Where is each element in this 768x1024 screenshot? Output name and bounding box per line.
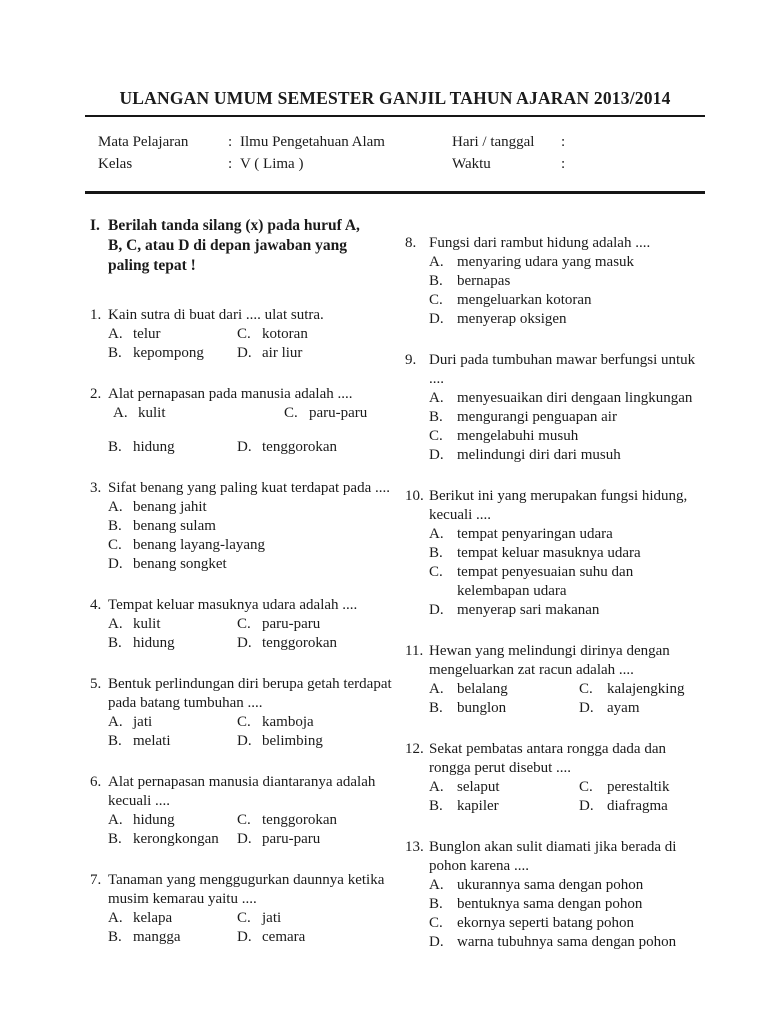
option-letter: C. [237,714,251,730]
question [405,351,705,465]
meta-row-class [98,153,705,175]
option-text: paru-paru [309,405,368,421]
question [90,479,392,574]
question-number: 9. [405,352,417,368]
class-label: Kelas [98,156,133,172]
option-letter: B. [429,409,443,425]
option [108,325,237,344]
option [429,601,705,620]
option-text: jati [262,910,282,926]
column-left [90,216,392,974]
day-label: Hari / tanggal [452,134,535,150]
option-text: bunglon [457,700,507,716]
option [113,404,237,423]
option [429,389,705,408]
option [237,634,392,653]
option-letter: D. [237,929,252,945]
question-body [429,740,705,816]
option-text: tenggorokan [262,635,337,651]
question-number: 2. [90,386,102,402]
option [429,427,705,446]
question-text: Alat pernapasan pada manusia adalah .... [108,386,353,402]
option-text: air liur [262,345,303,361]
option-letter: D. [429,602,444,618]
section-instruction [90,216,392,276]
option-letter: D. [429,311,444,327]
options [108,615,392,653]
option-text: paru-paru [262,831,321,847]
question-body [429,234,705,329]
option-letter: D. [237,635,252,651]
option-text: warna tubuhnya sama dengan pohon [457,934,677,950]
option [429,544,705,563]
option [108,498,392,517]
option-text: ukurannya sama dengan pohon [457,877,644,893]
question [405,740,705,816]
question-text: Tanaman yang menggugurkan daunnya ketika musim kemarau yaitu .... [108,872,385,907]
time-label: Waktu [452,156,491,172]
option-text: menyaring udara yang masuk [457,254,635,270]
question-number: 1. [90,307,102,323]
option [108,344,237,363]
question-number: 4. [90,597,102,613]
option-text: kalajengking [607,681,685,697]
option [429,876,705,895]
option [429,525,705,544]
option-text: telur [133,326,161,342]
question [90,306,392,363]
option-letter: C. [237,910,251,926]
option [429,253,705,272]
option [237,909,392,928]
question-body [108,773,392,849]
option-text: bernapas [457,273,511,289]
question [90,385,392,457]
option-text: kulit [138,405,166,421]
option [237,438,392,457]
question-text: Berikut ini yang merupakan fungsi hidung, kecuali .... [429,488,688,523]
question [405,234,705,329]
option [237,732,392,751]
option [237,344,392,363]
options [429,680,705,718]
option-letter: C. [429,428,443,444]
question [405,642,705,718]
question-number: 8. [405,235,417,251]
question-text: Hewan yang melindungi dirinya dengan mengeluarkan zat racun adalah .... [429,643,670,678]
options [108,713,392,751]
option-letter: B. [108,635,122,651]
option-text: belalang [457,681,508,697]
option [579,680,705,699]
question [90,675,392,751]
options [108,909,392,947]
question-text: Duri pada tumbuhan mawar berfungsi untuk .... [429,352,696,387]
option-letter: A. [108,910,123,926]
option-letter: A. [108,499,123,515]
option-text: selaput [457,779,500,795]
class-colon: : [228,156,233,172]
option [108,811,237,830]
question-text: Alat pernapasan manusia diantaranya adalah kecuali .... [108,774,376,809]
option [429,446,705,465]
option-letter: B. [108,518,122,534]
option-text: kelapa [133,910,173,926]
option-letter: D. [579,798,594,814]
options [429,389,705,465]
options [108,404,392,457]
question-text: Bentuk perlindungan diri berupa getah terdapat pada batang tumbuhan .... [108,676,392,711]
subject-label: Mata Pelajaran [98,134,189,150]
option-letter: A. [429,877,444,893]
option [429,272,705,291]
option-letter: A. [108,326,123,342]
option-text: mengeluarkan kotoran [457,292,592,308]
option-letter: A. [429,526,444,542]
question-text: Sekat pembatas antara rongga dada dan rongga perut disebut .... [429,741,666,776]
option [429,310,705,329]
option-text: menyesuaikan diri dengaan lingkungan [457,390,693,406]
question-number: 7. [90,872,102,888]
question-text: Kain sutra di buat dari .... ulat sutra. [108,307,324,323]
option [579,778,705,797]
meta-row-subject [98,131,705,153]
option-letter: B. [108,345,122,361]
option [237,928,392,947]
page-content [85,88,705,974]
option-text: kapiler [457,798,499,814]
question-body [429,487,705,620]
question-text: Sifat benang yang paling kuat terdapat pada .... [108,480,390,496]
option-letter: C. [284,405,298,421]
option-text: diafragma [607,798,668,814]
question-number: 12. [405,741,424,757]
option [579,797,705,816]
option-letter: D. [579,700,594,716]
question-text: Bunglon akan sulit diamati jika berada di pohon karena .... [429,839,677,874]
option-letter: C. [237,616,251,632]
option-text: kamboja [262,714,314,730]
option-text: kotoran [262,326,308,342]
question [90,773,392,849]
option-letter: A. [113,405,128,421]
question-body [429,642,705,718]
option-letter: B. [108,733,122,749]
option-text: mengurangi penguapan air [457,409,617,425]
option [284,404,392,423]
option-letter: C. [108,537,122,553]
option-letter: A. [429,254,444,270]
question-number: 5. [90,676,102,692]
option-text: tenggorokan [262,439,337,455]
section-instruction-body [108,216,392,276]
option-text: paru-paru [262,616,321,632]
option-text: ayam [607,700,640,716]
option-letter: A. [429,779,444,795]
option-text: belimbing [262,733,323,749]
question-number: 10. [405,488,424,504]
option-text: mengelabuhi musuh [457,428,579,444]
class-value: V ( Lima ) [240,156,304,172]
option-letter: A. [429,681,444,697]
option [108,909,237,928]
options [108,811,392,849]
question-number: 6. [90,774,102,790]
option [429,797,579,816]
instruction-line: Berilah tanda silang (x) pada huruf A, [108,217,360,234]
option-letter: B. [429,896,443,912]
option-text: hidung [133,635,175,651]
option-letter: D. [237,345,252,361]
option-letter: B. [108,929,122,945]
option-text: tenggorokan [262,812,337,828]
option-letter: C. [237,812,251,828]
question-text: Fungsi dari rambut hidung adalah .... [429,235,651,251]
option-text: benang sulam [133,518,216,534]
option-text: kerongkongan [133,831,219,847]
option-letter: C. [579,779,593,795]
options [429,778,705,816]
option-text: benang jahit [133,499,207,515]
option-text: tempat penyaringan udara [457,526,613,542]
option-text: jati [133,714,153,730]
instruction-line: paling tepat ! [108,257,196,274]
option-text: tempat penyesuaian suhu dan kelembapan udara [457,564,634,599]
option [108,928,237,947]
question [90,596,392,653]
options [429,525,705,620]
option-letter: B. [429,700,443,716]
option [108,536,392,555]
option [237,713,392,732]
question-number: 13. [405,839,424,855]
option-letter: A. [108,616,123,632]
option-text: ekornya seperti batang pohon [457,915,635,931]
option-text: tempat keluar masuknya udara [457,545,641,561]
option [237,325,392,344]
option-letter: D. [237,831,252,847]
option-letter: A. [108,812,123,828]
option [108,713,237,732]
option-text: melindungi diri dari musuh [457,447,621,463]
option [429,291,705,310]
option-text: menyerap sari makanan [457,602,600,618]
option-letter: D. [108,556,123,572]
option [108,634,237,653]
option-text: kulit [133,616,161,632]
option-letter: B. [429,273,443,289]
option-letter: B. [108,831,122,847]
option [429,680,579,699]
question-columns [85,216,705,974]
option-text: cemara [262,929,306,945]
question-body [108,871,392,947]
option [108,830,237,849]
subject-colon: : [228,134,233,150]
instruction-line: B, C, atau D di depan jawaban yang [108,237,348,254]
option-text: hidung [133,439,175,455]
column-right [405,234,705,974]
option [237,615,392,634]
option-text: mangga [133,929,181,945]
option [108,517,392,536]
question-body [429,351,705,465]
option-letter: A. [429,390,444,406]
question [90,871,392,947]
option [429,933,705,952]
option-text: bentuknya sama dengan pohon [457,896,643,912]
question-body [108,385,392,457]
option [429,699,579,718]
option-text: kepompong [133,345,204,361]
option [237,830,392,849]
option [429,563,705,601]
options [429,876,705,952]
question-number: 11. [405,643,424,659]
option-letter: D. [429,934,444,950]
question-body [108,675,392,751]
option [429,778,579,797]
option [237,811,392,830]
option [108,438,237,457]
option [429,408,705,427]
option-letter: C. [429,564,443,580]
option-text: perestaltik [607,779,670,795]
exam-title: ULANGAN UMUM SEMESTER GANJIL TAHUN AJARAN 2013/2014 [85,88,705,117]
option-text: menyerap oksigen [457,311,567,327]
option [579,699,705,718]
question [405,838,705,952]
option-text: melati [133,733,171,749]
question-text: Tempat keluar masuknya udara adalah .... [108,597,358,613]
option-letter: D. [237,733,252,749]
option-letter: B. [429,798,443,814]
option-letter: B. [429,545,443,561]
meta-rule [85,191,705,194]
option [108,555,392,574]
option [429,895,705,914]
question-body [429,838,705,952]
option-text: benang songket [133,556,227,572]
options [108,325,392,363]
options [108,498,392,574]
question [405,487,705,620]
option [108,615,237,634]
option-letter: A. [108,714,123,730]
option-letter: D. [237,439,252,455]
option-letter: C. [237,326,251,342]
time-colon: : [561,156,566,172]
option-text: hidung [133,812,175,828]
question-body [108,479,392,574]
subject-value: Ilmu Pengetahuan Alam [240,134,385,150]
option [108,732,237,751]
question-body [108,306,392,363]
option-letter: C. [429,292,443,308]
day-colon: : [561,134,566,150]
option [429,914,705,933]
option-letter: C. [579,681,593,697]
option-letter: C. [429,915,443,931]
option-letter: D. [429,447,444,463]
exam-meta [85,131,705,175]
option-letter: B. [108,439,122,455]
option-text: benang layang-layang [133,537,266,553]
question-body [108,596,392,653]
question-number: 3. [90,480,102,496]
options [429,253,705,329]
section-number: I. [90,217,100,234]
